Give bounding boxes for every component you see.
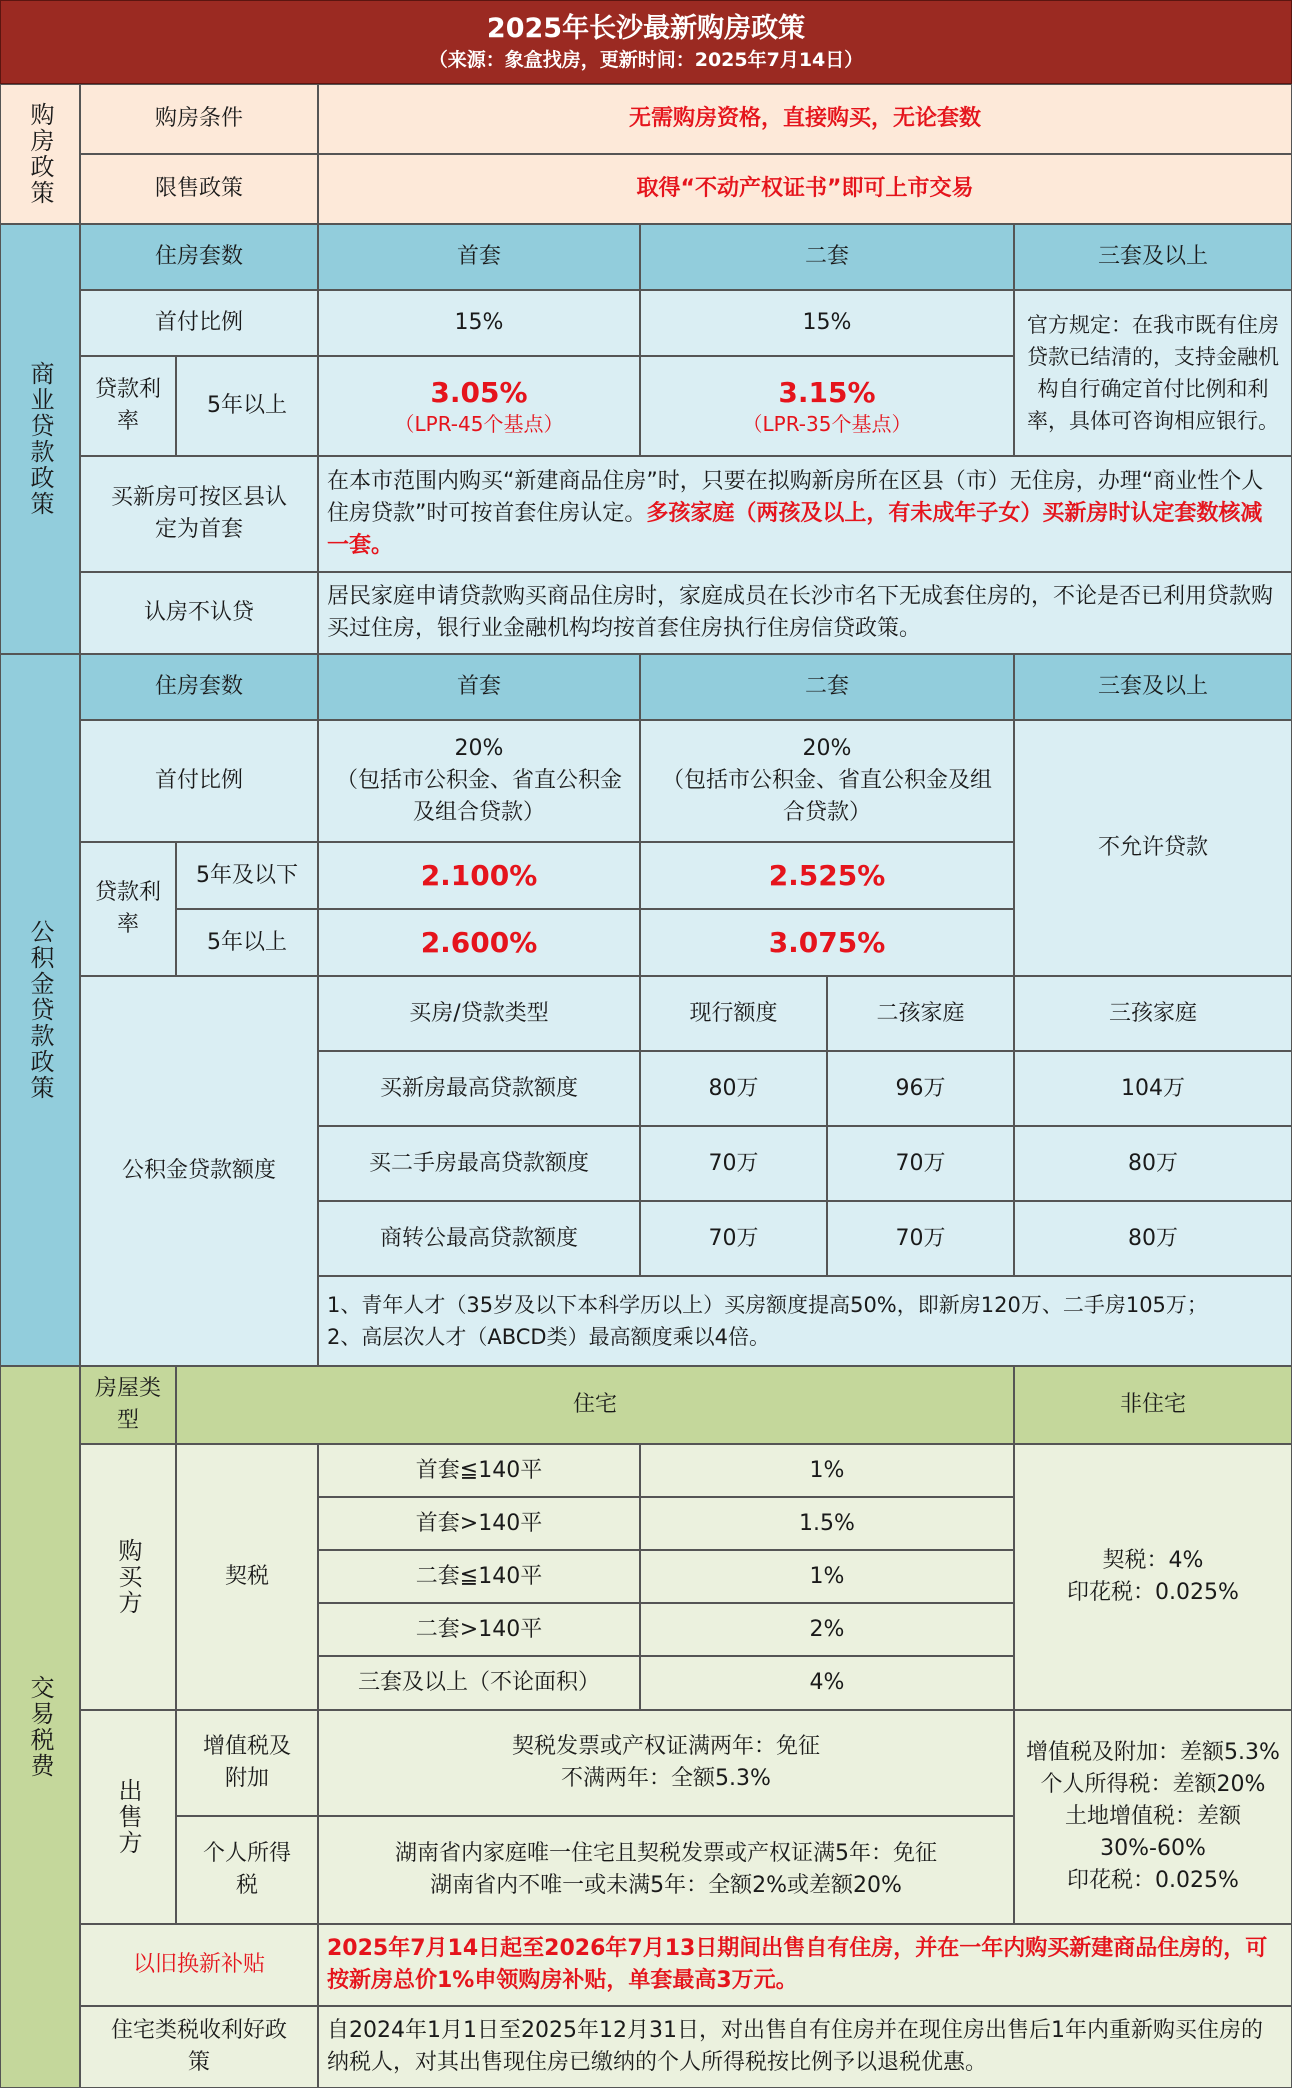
pf-rate-short-second-text: 2.525% xyxy=(768,858,886,892)
pf-quota-row2-three-child xyxy=(1014,1126,1292,1201)
commercial-header-first-text: 首套 xyxy=(456,244,501,269)
trade-in-text xyxy=(318,1924,1292,2006)
tax-section-label xyxy=(0,1366,80,2088)
purchase-condition-value-text: 无需购房资格，直接购买，无论套数 xyxy=(628,106,981,131)
county-first-text xyxy=(318,456,1292,572)
pf-quota-col-three-child xyxy=(1014,976,1292,1051)
tax-seller-non-res-line2: 个人所得税：差额20% xyxy=(1040,1772,1266,1797)
purchase-condition-value xyxy=(318,84,1292,154)
pf-header-count xyxy=(80,654,318,720)
pf-quota-row2-type: 买二手房最高贷款额度 xyxy=(368,1150,589,1176)
tax-deed-label-text: 契税 xyxy=(224,1564,269,1589)
tax-header-non-residential xyxy=(1014,1366,1292,1444)
pf-quota-col-three-child-text: 三孩家庭 xyxy=(1108,1000,1197,1026)
purchase-condition-label xyxy=(80,84,318,154)
pf-down-payment-label xyxy=(80,720,318,842)
pf-quota-label xyxy=(80,976,318,1366)
county-first-label-text: 买新房可按区县认定为首套 xyxy=(110,485,287,542)
house-not-loan-text xyxy=(318,572,1292,654)
tax-buyer-non-residential xyxy=(1014,1444,1292,1710)
purchase-policy-section-text: 购房政策 xyxy=(26,102,54,206)
tax-deed-row4-condition xyxy=(318,1603,640,1656)
tax-deed-row5-condition-text: 三套及以上（不论面积） xyxy=(357,1670,600,1695)
commercial-rate-term xyxy=(176,356,318,456)
tax-deed-row5-rate-text: 4% xyxy=(809,1670,845,1695)
purchase-policy-section-label xyxy=(0,84,80,224)
table-row xyxy=(318,1051,640,1126)
pf-header-count-text: 住房套数 xyxy=(154,674,243,699)
commercial-rate-label xyxy=(80,356,176,456)
pf-quota-col-two-child xyxy=(827,976,1014,1051)
commercial-third-note xyxy=(1014,290,1292,456)
commercial-header-second xyxy=(640,224,1014,290)
pf-quota-col-current-text: 现行额度 xyxy=(689,1000,778,1026)
commercial-header-third xyxy=(1014,224,1292,290)
pf-quota-row3-current xyxy=(640,1201,827,1276)
tax-deed-row2-condition xyxy=(318,1497,640,1550)
tax-seller-non-res-line3: 土地增值税：差额30%-60% xyxy=(1064,1804,1241,1861)
pf-rate-term-short-text: 5年及以下 xyxy=(196,862,298,888)
commercial-rate-second-note: （LPR-35个基点） xyxy=(742,412,912,436)
tax-income-line1: 湖南省内家庭唯一住宅且契税发票或产权证满5年：免征 xyxy=(395,1841,937,1866)
pf-quota-row1-type: 买新房最高贷款额度 xyxy=(379,1075,578,1101)
pf-header-second-text: 二套 xyxy=(804,674,849,699)
pf-down-payment-label-text: 首付比例 xyxy=(154,768,243,793)
pf-quota-row3-type: 商转公最高贷款额度 xyxy=(379,1225,578,1251)
tax-deed-row3-condition xyxy=(318,1550,640,1603)
commercial-loan-section-text: 商业贷款政策 xyxy=(26,361,54,517)
pf-quota-row2-current-text: 70万 xyxy=(708,1150,759,1176)
commercial-rate-second xyxy=(640,356,1014,456)
pf-quota-note-1: 1、青年人才（35岁及以下本科学历以上）买房额度提高50%，即新房120万、二手房105万； xyxy=(327,1293,1208,1317)
tax-seller-non-res-line4: 印花税：0.025% xyxy=(1067,1868,1239,1893)
pf-quota-row2-current xyxy=(640,1126,827,1201)
tax-income-label-text: 个人所得税 xyxy=(202,1841,291,1898)
tax-header-type-text: 房屋类型 xyxy=(95,1376,162,1433)
tax-vat-label xyxy=(176,1710,318,1816)
tax-deed-row3-rate xyxy=(640,1550,1014,1603)
tax-income-line2: 湖南省内不唯一或未满5年：全额2%或差额20% xyxy=(430,1873,902,1898)
pf-quota-note-2: 2、高层次人才（ABCD类）最高额度乘以4倍。 xyxy=(327,1325,770,1349)
pf-rate-long-second xyxy=(640,909,1014,976)
pf-third-note xyxy=(1014,720,1292,976)
tax-deed-row4-condition-text: 二套>140平 xyxy=(415,1616,543,1642)
provident-fund-section-label xyxy=(0,654,80,1366)
pf-down-payment-first xyxy=(318,720,640,842)
tax-buyer-non-res-line2: 印花税：0.025% xyxy=(1067,1580,1239,1605)
commercial-rate-first-note: （LPR-45个基点） xyxy=(394,412,564,436)
commercial-down-payment-label-text: 首付比例 xyxy=(154,310,243,335)
pf-rate-long-first xyxy=(318,909,640,976)
commercial-rate-first-value: 3.05% xyxy=(430,376,528,409)
house-not-loan-label-text: 认房不认贷 xyxy=(143,600,254,625)
tax-deed-label xyxy=(176,1444,318,1710)
pf-header-first-text: 首套 xyxy=(456,674,501,699)
commercial-down-payment-second xyxy=(640,290,1014,356)
tax-vat-line2: 不满两年：全额5.3% xyxy=(561,1766,771,1791)
commercial-header-first xyxy=(318,224,640,290)
tax-header-residential-text: 住宅 xyxy=(572,1392,617,1417)
pf-quota-col-type-text: 买房/贷款类型 xyxy=(409,1000,549,1026)
tax-seller-label xyxy=(80,1710,176,1924)
tax-deed-row3-condition-text: 二套≦140平 xyxy=(415,1563,543,1589)
resale-limit-value xyxy=(318,154,1292,224)
tax-deed-row1-rate xyxy=(640,1444,1014,1497)
tax-refund-label xyxy=(80,2006,318,2088)
page-title: 2025年长沙最新购房政策 xyxy=(486,13,806,44)
pf-quota-row2-two-child xyxy=(827,1126,1014,1201)
tax-header-type xyxy=(80,1366,176,1444)
tax-vat-line1: 契税发票或产权证满两年：免征 xyxy=(511,1734,820,1759)
commercial-down-payment-first xyxy=(318,290,640,356)
pf-down-payment-first-note: （包括市公积金、省直公积金及组合贷款） xyxy=(335,768,622,825)
tax-deed-row1-condition-text: 首套≦140平 xyxy=(415,1457,543,1483)
tax-deed-row4-rate-text: 2% xyxy=(809,1616,845,1642)
provident-fund-section-text: 公积金贷款政策 xyxy=(26,919,54,1101)
commercial-rate-first xyxy=(318,356,640,456)
trade-in-text-body: 2025年7月14日起至2026年7月13日期间出售自有住房，并在一年内购买新建商品住房的，可按新房总价1%申领购房补贴，单套最高3万元。 xyxy=(327,1936,1268,1993)
trade-in-label-text: 以旧换新补贴 xyxy=(132,1952,265,1977)
pf-quota-col-type xyxy=(318,976,640,1051)
pf-quota-label-text: 公积金贷款额度 xyxy=(121,1158,276,1183)
pf-quota-row3-two-child xyxy=(827,1201,1014,1276)
pf-quota-row1-two-child-text: 96万 xyxy=(895,1075,946,1101)
pf-down-payment-second-note: （包括市公积金、省直公积金及组合贷款） xyxy=(661,768,992,825)
pf-quota-row3-two-child-text: 70万 xyxy=(895,1225,946,1251)
pf-quota-row2-two-child-text: 70万 xyxy=(895,1150,946,1176)
pf-quota-row1-three-child-text: 104万 xyxy=(1121,1075,1185,1101)
pf-rate-term-short xyxy=(176,842,318,909)
commercial-loan-section-label xyxy=(0,224,80,654)
pf-quota-notes xyxy=(318,1276,1292,1366)
tax-refund-text xyxy=(318,2006,1292,2088)
pf-third-note-text: 不允许贷款 xyxy=(1097,835,1208,860)
pf-header-third-text: 三套及以上 xyxy=(1097,674,1208,699)
commercial-third-note-text: 官方规定：在我市既有住房贷款已结清的，支持金融机构自行确定首付比例和利率，具体可咨询相应银行。 xyxy=(1027,313,1279,433)
pf-rate-label-text: 贷款利率 xyxy=(94,880,161,937)
tax-buyer-label-text: 购买方 xyxy=(114,1538,142,1616)
pf-quota-row1-current xyxy=(640,1051,827,1126)
tax-deed-row3-rate-text: 1% xyxy=(809,1563,845,1589)
tax-deed-row4-rate xyxy=(640,1603,1014,1656)
county-first-text-highlight: 多孩家庭（两孩及以上，有未成年子女）买新房时认定套数核减一套。 xyxy=(327,501,1263,558)
table-row xyxy=(318,1126,640,1201)
pf-quota-row1-current-text: 80万 xyxy=(708,1075,759,1101)
tax-refund-label-text: 住宅类税收利好政策 xyxy=(111,2018,288,2075)
title-bar xyxy=(0,0,1292,84)
page-subtitle: （来源：象盒找房，更新时间：2025年7月14日） xyxy=(428,49,864,71)
tax-header-residential xyxy=(176,1366,1014,1444)
pf-down-payment-second-pct: 20% xyxy=(802,736,852,761)
pf-rate-short-second xyxy=(640,842,1014,909)
tax-deed-row5-rate xyxy=(640,1656,1014,1710)
tax-income-label xyxy=(176,1816,318,1924)
commercial-rate-label-text: 贷款利率 xyxy=(94,377,161,434)
pf-rate-short-first-text: 2.100% xyxy=(420,858,538,892)
pf-quota-row1-two-child xyxy=(827,1051,1014,1126)
tax-deed-row1-condition xyxy=(318,1444,640,1497)
tax-vat-label-text: 增值税及附加 xyxy=(202,1734,291,1791)
county-first-text-plain: 在本市范围内购买“新建商品住房”时，只要在拟购新房所在区县（市）无住房，办理“商业性个人住房贷款”时可按首套住房认定。 xyxy=(327,469,1264,526)
house-not-loan-text-body: 居民家庭申请贷款购买商品住房时，家庭成员在长沙市名下无成套住房的，不论是否已利用贷款购买过住房，银行业金融机构均按首套住房执行住房信贷政策。 xyxy=(327,584,1274,641)
tax-deed-row5-condition xyxy=(318,1656,640,1710)
table-row xyxy=(318,1201,640,1276)
tax-seller-label-text: 出售方 xyxy=(114,1778,142,1856)
tax-deed-row2-rate xyxy=(640,1497,1014,1550)
pf-rate-term-long xyxy=(176,909,318,976)
pf-rate-long-first-text: 2.600% xyxy=(420,925,538,959)
house-not-loan-label xyxy=(80,572,318,654)
pf-quota-col-two-child-text: 二孩家庭 xyxy=(876,1000,965,1026)
tax-refund-text-body: 自2024年1月1日至2025年12月31日，对出售自有住房并在现住房出售后1年内重新购买住房的纳税人，对其出售现住房已缴纳的个人所得税按比例予以退税优惠。 xyxy=(327,2018,1263,2075)
tax-header-non-residential-text: 非住宅 xyxy=(1119,1392,1186,1417)
pf-rate-short-first xyxy=(318,842,640,909)
pf-rate-term-long-text: 5年以上 xyxy=(207,929,287,955)
commercial-rate-second-value: 3.15% xyxy=(778,376,876,409)
tax-deed-row1-rate-text: 1% xyxy=(809,1457,845,1483)
pf-quota-row2-three-child-text: 80万 xyxy=(1128,1150,1178,1176)
commercial-header-count xyxy=(80,224,318,290)
tax-deed-row2-rate-text: 1.5% xyxy=(799,1510,855,1536)
pf-header-second xyxy=(640,654,1014,720)
commercial-down-payment-first-text: 15% xyxy=(454,310,504,335)
tax-seller-non-residential xyxy=(1014,1710,1292,1924)
pf-rate-long-second-text: 3.075% xyxy=(768,925,886,959)
pf-quota-col-current xyxy=(640,976,827,1051)
pf-quota-row1-three-child xyxy=(1014,1051,1292,1126)
pf-header-first xyxy=(318,654,640,720)
resale-limit-label-text: 限售政策 xyxy=(154,176,243,201)
commercial-down-payment-label xyxy=(80,290,318,356)
pf-down-payment-first-pct: 20% xyxy=(454,736,504,761)
commercial-down-payment-second-text: 15% xyxy=(802,310,852,335)
tax-income-value xyxy=(318,1816,1014,1924)
tax-buyer-label xyxy=(80,1444,176,1710)
county-first-label xyxy=(80,456,318,572)
pf-down-payment-second xyxy=(640,720,1014,842)
tax-buyer-non-res-line1: 契税：4% xyxy=(1102,1548,1204,1573)
commercial-rate-term-text: 5年以上 xyxy=(207,393,287,418)
pf-rate-label xyxy=(80,842,176,976)
trade-in-label xyxy=(80,1924,318,2006)
resale-limit-label xyxy=(80,154,318,224)
pf-quota-row3-current-text: 70万 xyxy=(708,1225,759,1251)
pf-quota-row3-three-child xyxy=(1014,1201,1292,1276)
resale-limit-value-text: 取得“不动产权证书”即可上市交易 xyxy=(636,176,974,201)
tax-deed-row2-condition-text: 首套>140平 xyxy=(415,1510,543,1536)
tax-seller-non-res-line1: 增值税及附加：差额5.3% xyxy=(1026,1740,1280,1765)
purchase-condition-label-text: 购房条件 xyxy=(154,106,243,131)
commercial-header-count-text: 住房套数 xyxy=(154,244,243,269)
tax-section-text: 交易税费 xyxy=(26,1675,54,1779)
commercial-header-third-text: 三套及以上 xyxy=(1097,244,1208,269)
pf-quota-row3-three-child-text: 80万 xyxy=(1128,1225,1178,1251)
commercial-header-second-text: 二套 xyxy=(804,244,849,269)
tax-vat-value xyxy=(318,1710,1014,1816)
pf-header-third xyxy=(1014,654,1292,720)
